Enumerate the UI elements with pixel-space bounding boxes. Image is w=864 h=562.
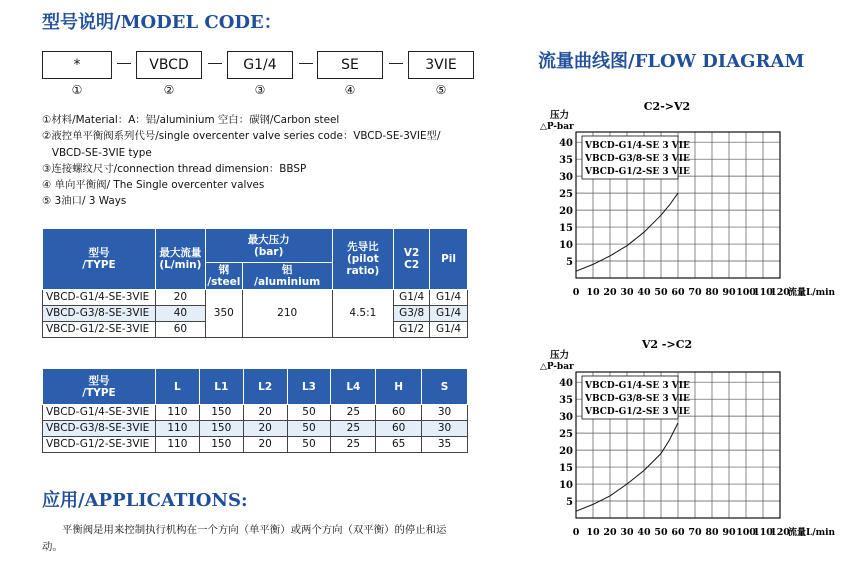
cell-flow: 40 (155, 306, 205, 322)
header-pil: Pil (430, 229, 468, 290)
code-dash (208, 63, 222, 64)
header-l: L (155, 369, 199, 405)
legend-entry: VBCD-G1/2-SE 3 VIE (585, 167, 690, 177)
y-tick-label: 5 (566, 497, 573, 509)
y-tick-label: 25 (559, 189, 573, 201)
x-axis-label: 流量L/min (788, 528, 836, 538)
cell-pilot-ratio: 4.5:1 (332, 290, 394, 338)
cell-pil: G1/4 (430, 306, 468, 322)
code-number: ⑤ (435, 83, 447, 97)
x-tick-label: 120 (770, 287, 790, 298)
cell-value: 110 (155, 405, 199, 421)
x-tick-label: 90 (722, 287, 736, 298)
cell-flow: 60 (155, 322, 205, 338)
table-row (43, 437, 468, 453)
header-h: H (376, 369, 422, 405)
legend-entry: VBCD-G1/2-SE 3 VIE (585, 407, 690, 417)
y-tick-label: 15 (559, 463, 573, 475)
cell-value: 150 (199, 437, 243, 453)
x-tick-label: 40 (637, 287, 651, 298)
cell-steel-pressure: 350 (205, 290, 242, 338)
header-max-pressure: 最大压力 (bar) (205, 229, 332, 263)
legend-entry: VBCD-G1/4-SE 3 VIE (585, 381, 690, 391)
header-s: S (422, 369, 468, 405)
header-type: 型号 /TYPE (43, 229, 156, 290)
code-number: ④ (344, 83, 356, 97)
cell-model: VBCD-G1/2-SE-3VIE (43, 437, 156, 453)
applications-text: 平衡阀是用来控制执行机构在一个方向（单平衡）或两个方向（双平衡）的停止和运动。 (42, 524, 447, 553)
y-tick-label: 20 (559, 446, 573, 458)
y-axis-label: 压力 (550, 350, 570, 361)
header-l1: L1 (199, 369, 243, 405)
note-line: ①材料/Material：A：铝/aluminium 空白：碳钢/Carbon steel (42, 114, 340, 126)
cell-model: VBCD-G1/4-SE-3VIE (43, 290, 156, 306)
cell-value: 65 (376, 437, 422, 453)
cell-model: VBCD-G3/8-SE-3VIE (43, 306, 156, 322)
table-row (43, 290, 468, 306)
x-tick-label: 20 (603, 287, 617, 298)
cell-value: 110 (155, 437, 199, 453)
x-tick-label: 60 (671, 287, 685, 298)
table-row (43, 421, 468, 437)
cell-value: 110 (155, 421, 199, 437)
x-tick-label: 80 (705, 527, 719, 538)
chart-title: C2->V2 (643, 100, 691, 113)
y-axis-label: 压力 (550, 110, 570, 121)
x-tick-label: 90 (722, 527, 736, 538)
y-tick-label: 30 (559, 412, 573, 424)
dimension-table (42, 368, 468, 453)
x-tick-label: 20 (603, 527, 617, 538)
x-axis-label: 流量L/min (788, 288, 836, 298)
cell-value: 30 (422, 421, 468, 437)
legend-entry: VBCD-G1/4-SE 3 VIE (585, 141, 690, 151)
y-tick-label: 40 (559, 138, 573, 150)
note-line: VBCD-SE-3VIE type (42, 146, 152, 159)
flow-chart-c2-v2 (530, 90, 860, 310)
cell-value: 150 (199, 421, 243, 437)
legend-entry: VBCD-G3/8-SE 3 VIE (585, 394, 690, 404)
cell-alu-pressure: 210 (242, 290, 332, 338)
code-box-valve: SE (317, 51, 383, 79)
y-tick-label: 30 (559, 172, 573, 184)
y-tick-label: 20 (559, 206, 573, 218)
cell-value: 20 (243, 421, 287, 437)
header-pilot-ratio: 先导比 (pilot ratio) (332, 229, 394, 290)
flow-diagram-heading: 流量曲线图/FLOW DIAGRAM (538, 51, 805, 72)
flow-chart-v2-c2 (530, 330, 860, 545)
note-line: ④ 单向平衡阀/ The Single overcenter valves (42, 179, 265, 192)
header-v2c2: V2 C2 (394, 229, 430, 290)
x-tick-label: 70 (688, 287, 702, 298)
y-tick-label: 15 (559, 223, 573, 235)
x-tick-label: 30 (620, 527, 634, 538)
cell-value: 60 (376, 405, 422, 421)
header-aluminium: 铝 /aluminium (242, 263, 332, 290)
y-tick-label: 10 (559, 480, 573, 492)
table-row (43, 405, 468, 421)
cell-value: 30 (422, 405, 468, 421)
cell-value: 20 (243, 405, 287, 421)
x-tick-label: 120 (770, 527, 790, 538)
y-axis-label: △P-bar (540, 362, 574, 372)
y-tick-label: 5 (566, 257, 573, 269)
cell-value: 50 (287, 437, 331, 453)
cell-model: VBCD-G3/8-SE-3VIE (43, 421, 156, 437)
legend-entry: VBCD-G3/8-SE 3 VIE (585, 154, 690, 164)
cell-v2c2: G3/8 (394, 306, 430, 322)
note-line: ③连接螺纹尺寸/connection thread dimension：BBSP (42, 162, 307, 175)
note-line: ②液控单平衡阀系列代号/single overcenter valve series code：VBCD-SE-3VIE型/ (42, 130, 441, 143)
header-steel: 钢 /steel (207, 264, 241, 288)
header-l2: L2 (243, 369, 287, 405)
y-tick-label: 10 (559, 240, 573, 252)
cell-value: 60 (376, 421, 422, 437)
cell-value: 50 (287, 405, 331, 421)
x-tick-label: 100 (736, 527, 756, 538)
cell-value: 50 (287, 421, 331, 437)
code-box-material: * (42, 51, 112, 79)
model-code-heading: 型号说明/MODEL CODE： (42, 12, 282, 33)
cell-value: 25 (331, 421, 376, 437)
y-tick-label: 40 (559, 378, 573, 390)
chart-title: V2 ->C2 (641, 338, 693, 351)
code-dash (117, 63, 131, 64)
x-tick-label: 100 (736, 287, 756, 298)
code-box-thread: G1/4 (227, 51, 293, 79)
cell-value: 20 (243, 437, 287, 453)
x-tick-label: 110 (753, 527, 773, 538)
cell-value: 25 (331, 437, 376, 453)
x-tick-label: 30 (620, 287, 634, 298)
x-tick-label: 10 (586, 287, 600, 298)
y-tick-label: 25 (559, 429, 573, 441)
x-tick-label: 40 (637, 527, 651, 538)
x-tick-label: 80 (705, 287, 719, 298)
x-tick-label: 110 (753, 287, 773, 298)
cell-v2c2: G1/2 (394, 322, 430, 338)
x-tick-label: 10 (586, 527, 600, 538)
y-tick-label: 35 (559, 395, 573, 407)
x-tick-label: 50 (654, 527, 668, 538)
y-tick-label: 35 (559, 155, 573, 167)
header-type: 型号 /TYPE (43, 369, 156, 405)
header-max-flow: 最大流量 (L/min) (155, 229, 205, 290)
applications-heading: 应用/APPLICATIONS: (42, 490, 248, 511)
code-number: ① (71, 83, 83, 97)
pressure-flow-table (42, 228, 468, 338)
code-dash (389, 63, 403, 64)
cell-v2c2: G1/4 (394, 290, 430, 306)
note-line: ⑤ 3油口/ 3 Ways (42, 195, 127, 208)
cell-model: VBCD-G1/4-SE-3VIE (43, 405, 156, 421)
code-number: ② (163, 83, 175, 97)
header-l4: L4 (331, 369, 376, 405)
header-l3: L3 (287, 369, 331, 405)
cell-value: 25 (331, 405, 376, 421)
cell-value: 35 (422, 437, 468, 453)
code-number: ③ (254, 83, 266, 97)
x-tick-label: 60 (671, 527, 685, 538)
cell-model: VBCD-G1/2-SE-3VIE (43, 322, 156, 338)
cell-pil: G1/4 (430, 290, 468, 306)
x-tick-label: 0 (572, 287, 580, 298)
x-tick-label: 0 (572, 527, 580, 538)
y-axis-label: △P-bar (540, 122, 574, 132)
cell-value: 150 (199, 405, 243, 421)
x-tick-label: 50 (654, 287, 668, 298)
code-box-ways: 3VIE (408, 51, 474, 79)
model-code-notes (42, 112, 440, 210)
code-dash (299, 63, 313, 64)
x-tick-label: 70 (688, 527, 702, 538)
code-box-series: VBCD (136, 51, 202, 79)
cell-flow: 20 (155, 290, 205, 306)
cell-pil: G1/4 (430, 322, 468, 338)
